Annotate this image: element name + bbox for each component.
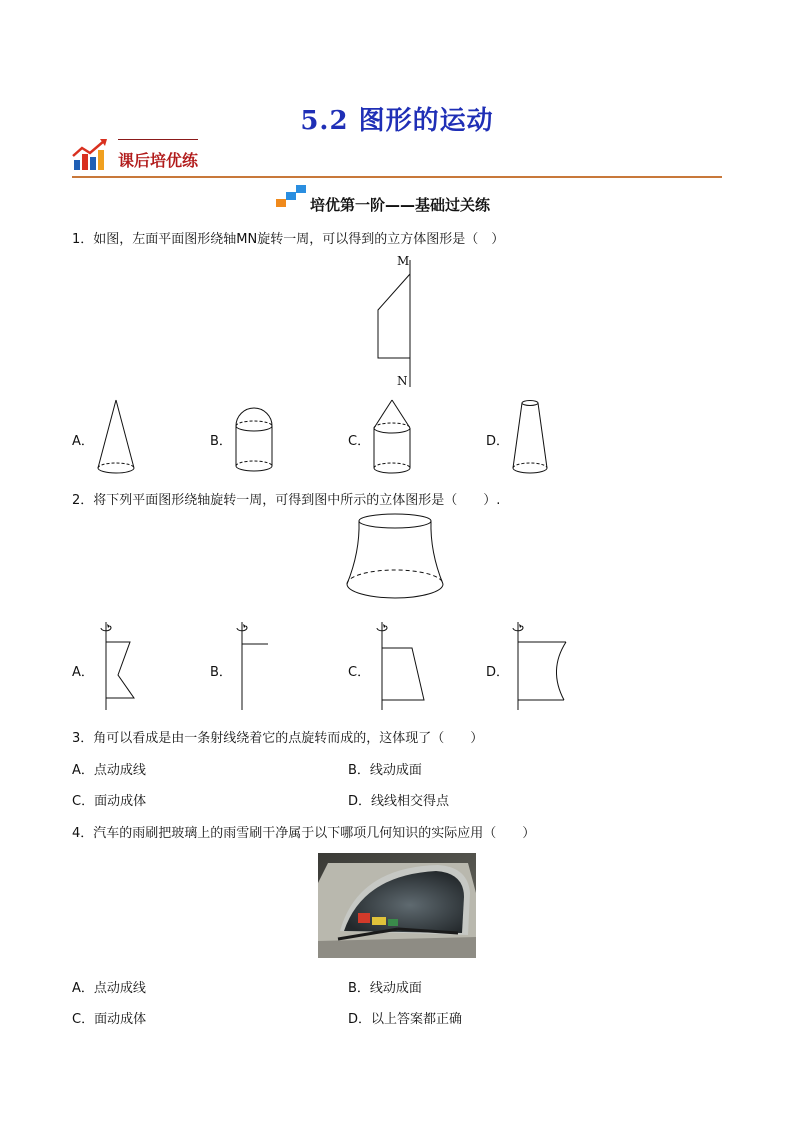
header-label: 课后培优练	[118, 151, 199, 170]
q1-option-a-cone	[96, 398, 136, 478]
question-3-stem: 3．角可以看成是由一条射线绕着它的点旋转而成的，这体现了（ ）	[72, 731, 484, 746]
q4-option-a[interactable]: A．点动成线	[72, 981, 146, 996]
question-1-stem: 1．如图，左面平面图形绕轴MN旋转一周，可以得到的立方体图形是（ ）	[72, 232, 505, 247]
q1-plane-figure	[360, 252, 430, 392]
q2-solid-figure	[340, 512, 450, 612]
header-divider	[72, 176, 722, 178]
q2-option-d[interactable]: D．	[486, 665, 510, 680]
chart-logo-icon	[72, 138, 108, 172]
q2-option-b[interactable]: B．	[210, 665, 232, 680]
q2-option-a-figure	[96, 620, 146, 712]
q4-option-b[interactable]: B．线动成面	[348, 981, 422, 996]
q1-option-c[interactable]: C．	[348, 434, 371, 449]
q3-option-c[interactable]: C．面动成体	[72, 794, 147, 809]
q3-option-d[interactable]: D．线线相交得点	[348, 794, 450, 809]
q1-option-d-frustum	[510, 398, 550, 480]
q2-option-d-figure	[510, 620, 570, 712]
question-4-stem: 4．汽车的雨刷把玻璃上的雨雪刷干净属于以下哪项几何知识的实际应用（ ）	[72, 826, 536, 841]
axis-label-m: M	[397, 254, 410, 268]
q1-option-b[interactable]: B．	[210, 434, 232, 449]
q1-option-a[interactable]: A．	[72, 434, 94, 449]
header-accent-line	[118, 139, 198, 140]
axis-label-n: N	[397, 374, 408, 388]
q2-option-a[interactable]: A．	[72, 665, 94, 680]
q4-option-c[interactable]: C．面动成体	[72, 1012, 147, 1027]
q1-option-c-cone-cylinder	[372, 398, 412, 478]
q3-option-a[interactable]: A．点动成线	[72, 763, 146, 778]
stairs-icon	[276, 181, 308, 209]
q1-option-b-cylinder-hemisphere	[234, 406, 274, 476]
q4-option-d[interactable]: D．以上答案都正确	[348, 1012, 463, 1027]
page-title: 5.2 图形的运动	[300, 106, 494, 136]
section-title: 培优第一阶——基础过关练	[310, 196, 491, 214]
q2-option-b-figure	[234, 620, 290, 712]
q3-option-b[interactable]: B．线动成面	[348, 763, 422, 778]
q1-option-d[interactable]: D．	[486, 434, 510, 449]
q2-option-c-figure	[372, 620, 428, 712]
q2-option-c[interactable]: C．	[348, 665, 371, 680]
windshield-wiper-photo	[318, 853, 476, 958]
question-2-stem: 2．将下列平面图形绕轴旋转一周，可得到图中所示的立体图形是（ ）.	[72, 493, 501, 508]
